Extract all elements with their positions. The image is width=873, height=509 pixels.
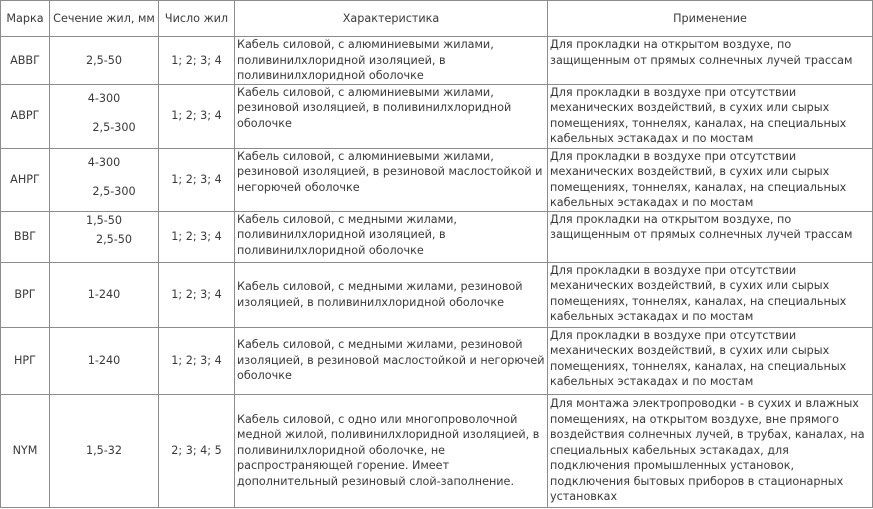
table-row (1, 84, 873, 148)
cell-cross-section: 1,5-32 (50, 394, 159, 507)
table-row (1, 262, 873, 327)
cell-application: Для прокладки в воздухе при отсутствии механических воздействий, в сухих или сырых помещениях, тоннелях, каналах, на специальных кабельных эстакадах и по мостам (548, 148, 873, 211)
cell-mark: АВВГ (1, 37, 50, 85)
cell-mark: НРГ (1, 327, 50, 394)
cell-cross-section: 1-240 (50, 327, 159, 394)
cross-section-value: 2,5-300 (92, 121, 136, 134)
header-cross-section: Сечение жил, мм (50, 1, 159, 37)
cell-characteristic: Кабель силовой, с алюминиевыми жилами, резиновой изоляцией, в поливинилхлоридной оболочке (235, 84, 548, 148)
cell-cores: 1; 2; 3; 4 (159, 262, 235, 327)
cell-cross-section (50, 211, 159, 262)
cell-application: Для монтажа электропроводки - в сухих и влажных помещениях, на открытом воздухе, вне прямого воздействия солнечных лучей, в трубах, каналах, на специальных кабельных эстакадах, для подключения промышленных установок, подключения бытовых приборов в стационарных установках (548, 394, 873, 507)
cell-mark: ВРГ (1, 262, 50, 327)
cell-cores: 1; 2; 3; 4 (159, 148, 235, 211)
header-application: Применение (548, 1, 873, 37)
cell-cross-section (50, 148, 159, 211)
cell-application: Для прокладки на открытом воздухе, по защищенным от прямых солнечных лучей трассам (548, 37, 873, 85)
cell-application: Для прокладки в воздухе при отсутствии механических воздействий, в сухих или сырых помещениях, тоннелях, каналах, на специальных кабельных эстакадах и по мостам (548, 262, 873, 327)
table-row (1, 211, 873, 262)
cell-application: Для прокладки в воздухе при отсутствии механических воздействий, в сухих или сырых помещениях, тоннелях, каналах, на специальных кабельных эстакадах и по мостам (548, 84, 873, 148)
cell-cores: 1; 2; 3; 4 (159, 327, 235, 394)
header-characteristic: Характеристика (235, 1, 548, 37)
cell-characteristic: Кабель силовой, с алюминиевыми жилами, поливинилхлоридной изоляцией, в поливинилхлоридной оболочке (235, 37, 548, 85)
cell-characteristic: Кабель силовой, с медными жилами, поливинилхлоридной изоляцией, в поливинилхлоридной оболочке (235, 211, 548, 262)
cell-mark: АВРГ (1, 84, 50, 148)
cell-characteristic: Кабель силовой, с одно или многопроволочной медной жилой, поливинилхлоридной изоляцией, в поливинилхлоридной оболочке, не распространяющей горение. Имеет дополнительный резиновый слой-заполнение. (235, 394, 548, 507)
cell-characteristic: Кабель силовой, с алюминиевыми жилами, резиновой изоляцией, в резиновой маслостойкой и негорючей оболочке (235, 148, 548, 211)
cell-mark: NYM (1, 394, 50, 507)
header-mark: Марка (1, 1, 50, 37)
cross-section-value: 1,5-50 (85, 213, 123, 227)
cell-mark: ВВГ (1, 211, 50, 262)
cell-cores: 1; 2; 3; 4 (159, 37, 235, 85)
cell-cores: 1; 2; 3; 4 (159, 211, 235, 262)
cell-application: Для прокладки на открытом воздухе, по защищенным от прямых солнечных лучей трассам (548, 211, 873, 262)
cross-section-value: 4-300 (87, 91, 121, 105)
cross-section-value: 4-300 (87, 155, 121, 169)
cell-cross-section: 2,5-50 (50, 37, 159, 85)
cross-section-value: 2,5-300 (92, 185, 136, 198)
cell-characteristic: Кабель силовой, с медными жилами, резиновой изоляцией, в поливинилхлоридной оболочке (235, 262, 548, 327)
header-cores: Число жил (159, 1, 235, 37)
cell-cores: 2; 3; 4; 5 (159, 394, 235, 507)
table-row (1, 148, 873, 211)
cell-mark: АНРГ (1, 148, 50, 211)
cross-section-value: 2,5-50 (95, 233, 133, 246)
table-row (1, 394, 873, 507)
table-row (1, 327, 873, 394)
cell-cross-section: 1-240 (50, 262, 159, 327)
cell-application: Для прокладки в воздухе при отсутствии механических воздействий, в сухих или сырых помещениях, тоннелях, каналах, на специальных кабельных эстакадах и по мостам (548, 327, 873, 394)
header-row (1, 1, 873, 37)
cell-characteristic: Кабель силовой, с медными жилами, резиновой изоляцией, в резиновой маслостойкой и негорючей оболочке (235, 327, 548, 394)
cell-cross-section (50, 84, 159, 148)
cell-cores: 1; 2; 3; 4 (159, 84, 235, 148)
table-row (1, 37, 873, 85)
